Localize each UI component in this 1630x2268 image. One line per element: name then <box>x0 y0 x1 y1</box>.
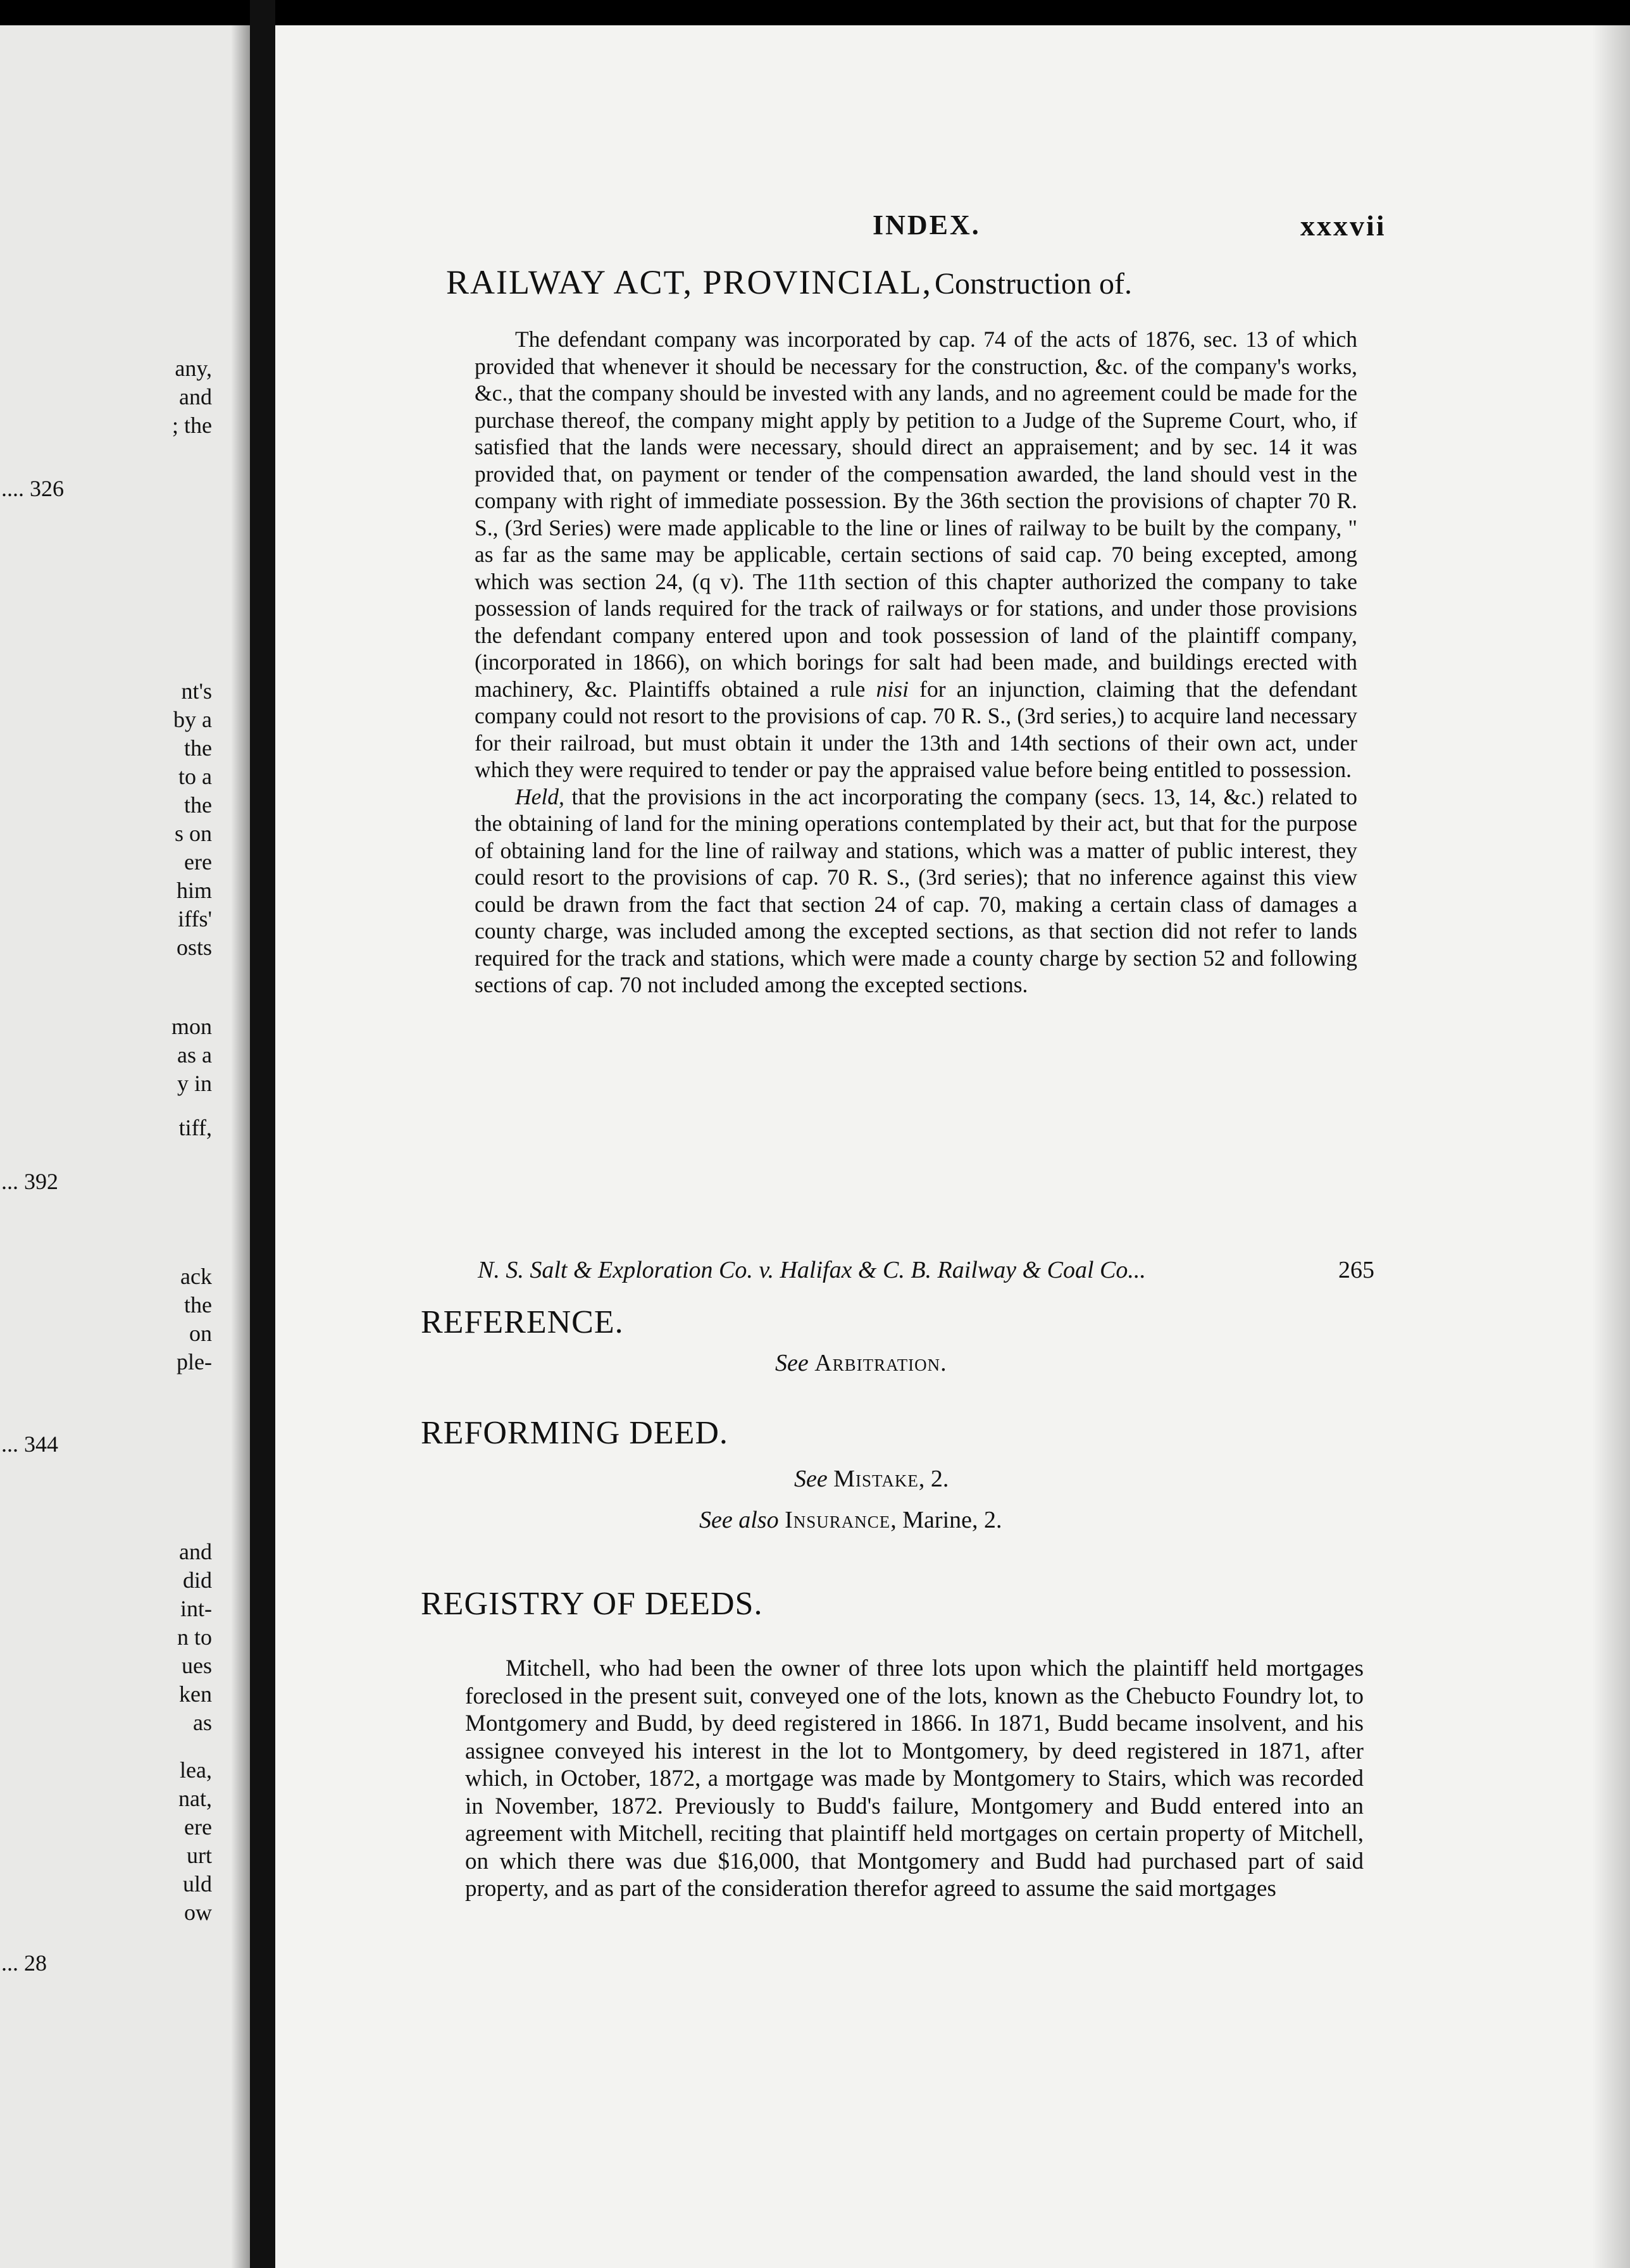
see-label: See <box>775 1350 809 1376</box>
index-page <box>275 25 1630 2268</box>
fragment-text: the <box>184 735 212 761</box>
fragment-text: tiff, <box>178 1115 212 1140</box>
fragment-text: any, <box>175 356 212 381</box>
fragment-text: as <box>193 1710 212 1735</box>
citation-page: 265 <box>1338 1257 1374 1283</box>
cross-reference <box>794 1465 949 1493</box>
fragment-text: mon <box>171 1014 212 1039</box>
fragment-text: ken <box>179 1681 212 1707</box>
case-citation <box>478 1256 1146 1284</box>
book-gutter <box>250 0 275 2268</box>
see-label: See also <box>699 1507 779 1533</box>
fragment-text: osts <box>176 935 212 960</box>
railway-paragraph-2 <box>475 783 1357 999</box>
fragment-text: s on <box>174 821 212 846</box>
page-reference: ... 344 <box>1 1431 58 1457</box>
fragment-text: the <box>184 792 212 818</box>
fragment-text: ple- <box>177 1349 212 1374</box>
fragment-text: ack <box>180 1264 212 1289</box>
cross-reference <box>775 1349 947 1377</box>
cross-reference <box>699 1506 1002 1534</box>
heading-main: RAILWAY ACT, PROVINCIAL, <box>446 263 933 301</box>
italic-term: Held, <box>515 783 564 809</box>
railway-paragraph-1 <box>475 326 1357 783</box>
page-reference: .... 326 <box>1 476 64 501</box>
fragment-text: nt's <box>181 678 212 704</box>
reference-target: Insurance <box>785 1507 891 1533</box>
fragment-text: int- <box>180 1596 212 1621</box>
page-reference: ... 392 <box>1 1169 58 1194</box>
fragment-text: and <box>179 1539 212 1564</box>
page-curl-shadow <box>231 25 250 2268</box>
italic-term: nisi <box>876 676 909 702</box>
registry-entry-body <box>465 1655 1364 1903</box>
fragment-text: as a <box>177 1042 212 1068</box>
citation-text: N. S. Salt & Exploration Co. v. Halifax & C. B. Railway & Coal Co... <box>478 1257 1146 1283</box>
facing-page-fragment <box>0 25 250 2268</box>
fragment-text: him <box>176 878 212 903</box>
page-reference: ... 28 <box>1 1950 47 1976</box>
page-number: xxxvii <box>1300 209 1386 242</box>
paragraph-text: for an injunction, claiming that the defendant company could not resort to the provisions of cap. 70 R. S., (3rd series,) to acquire land necessary for their railroad, but must obtain it under the 13th and 14th sections of their own act, under which they were required to tender or pay the appraised value before being entitled to possession. <box>475 676 1357 782</box>
running-title: INDEX. <box>873 209 981 240</box>
entry-heading-reforming-deed: REFORMING DEED. <box>421 1415 728 1451</box>
fragment-text: n to <box>177 1624 212 1650</box>
entry-heading-registry: REGISTRY OF DEEDS. <box>421 1586 763 1622</box>
fragment-text: lea, <box>180 1757 212 1783</box>
fragment-text: uld <box>182 1871 212 1897</box>
registry-paragraph: Mitchell, who had been the owner of three lots upon which the plaintiff held mortgages foreclosed in the present suit, conveyed one of the lots, known as the Chebucto Foundry lot, to Montgomery and Budd, by deed registered in 1866. In 1871, Budd became insolvent, and his assignee conveyed his interest in the lot to Montgomery, by deed registered in 1871, after which, in October, 1872, a mortgage was made by Montgomery to Stairs, which was recorded in November, 1872. Previously to Budd's failure, Montgomery and Budd entered into an agreement with Mitchell, reciting that plaintiff held mortgages on certain property of Mitchell, on which there was due $16,000, that Montgomery and Budd had purchased part of said property, and as part of the consideration therefor agreed to assume the said mortgages <box>465 1655 1364 1902</box>
fragment-text: ues <box>182 1653 212 1678</box>
heading-sub: Construction of. <box>935 267 1132 301</box>
reference-detail: , 2. <box>918 1466 949 1492</box>
entry-heading-railway <box>446 263 1132 302</box>
fragment-text: ere <box>184 849 212 875</box>
fragment-text: ; the <box>172 413 212 438</box>
fragment-text: by a <box>173 707 212 732</box>
fragment-text: ow <box>184 1900 212 1925</box>
fragment-text: did <box>182 1567 212 1593</box>
fragment-text: to a <box>178 764 212 789</box>
fragment-text: iffs' <box>178 906 212 932</box>
fragment-text: and <box>179 384 212 409</box>
paragraph-text: The defendant company was incorporated by cap. 74 of the acts of 1876, sec. 13 of which provided that whenever it should be necessary for the construction, &c. of the company's works, &c., that the company should be invested with any lands, and no agreement could be made for the purchase thereof, the company might apply by petition to a Judge of the Supreme Court, who, if satisfied that the lands were necessary, should direct an appraisement; and by sec. 14 it was provided that, on payment or tender of the compensation awarded, the land should vest in the company with right of immediate possession. By the 36th section the provisions of chapter 70 R. S., (3rd Series) were made applicable to the line or lines of railway to be built by the company, " as far as the same may be applicable, certain sections of said cap. 70 being excepted, among which was section 24, (q v). The 11th section of this chapter authorized the company to take possession of lands required for the track of railways or for stations, and under those provisions the defendant company entered upon and took possession of land of the plaintiff company, (incorporated in 1866), on which borings for salt had been made, and buildings erected with machinery, &c. Plaintiffs obtained a rule <box>475 327 1357 702</box>
paragraph-text: that the provisions in the act incorporating the company (secs. 13, 14, &c.) related to the obtaining of land for the mining operations contemplated by their act, but that for the purpose of obtaining land for the line of railway and stations, which was a matter of public interest, they could resort to the provisions of cap. 70 R. S., (3rd series); that no inference against this view could be drawn from the fact that section 24 of cap. 70, making a certain class of damages a county charge, was included among the excepted sections, as that section did not refer to lands required for the track and stations, which were made a county charge by section 52 and following sections of cap. 70 not included among the excepted sections. <box>475 783 1358 997</box>
fragment-text: y in <box>177 1071 212 1096</box>
entry-heading-reference: REFERENCE. <box>421 1304 624 1340</box>
reference-detail: , Marine, 2. <box>890 1507 1002 1533</box>
reference-target: Arbitration. <box>814 1350 947 1376</box>
fragment-text: urt <box>187 1843 212 1868</box>
reference-target: Mistake <box>833 1466 919 1492</box>
see-label: See <box>794 1466 828 1492</box>
railway-entry-body <box>475 326 1357 999</box>
fragment-text: the <box>184 1292 212 1318</box>
fragment-text: on <box>189 1321 212 1346</box>
fragment-text: ere <box>184 1814 212 1840</box>
fragment-text: nat, <box>178 1786 212 1811</box>
page-edge-shadow <box>1592 25 1630 2268</box>
